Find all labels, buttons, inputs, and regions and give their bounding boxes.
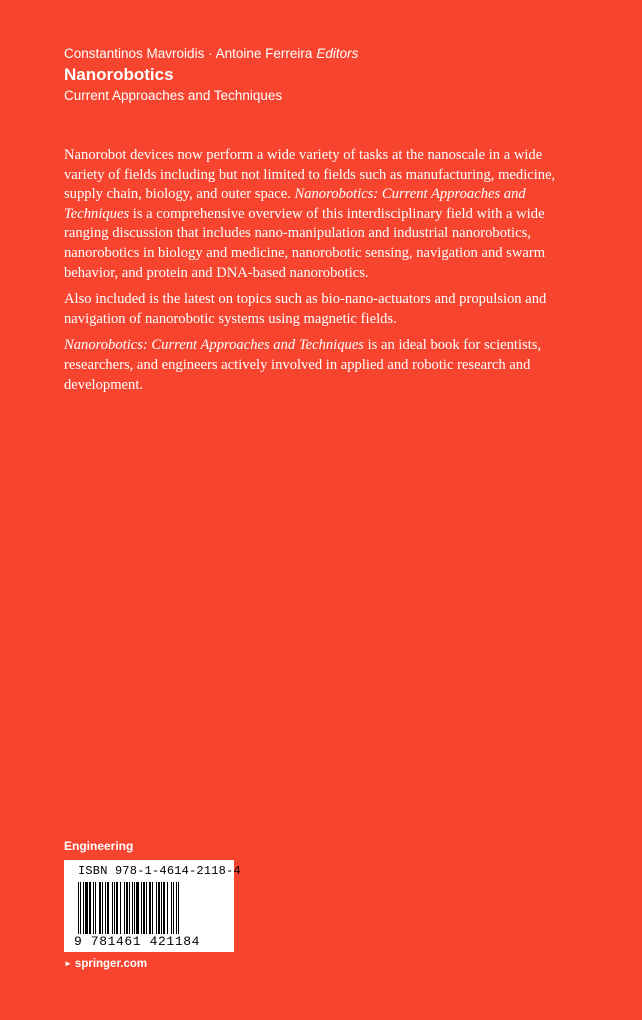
subject-category: Engineering [64, 839, 134, 853]
isbn-label: ISBN 978-1-4614-2118-4 [78, 864, 241, 878]
book-title: Nanorobotics [64, 65, 174, 84]
italic-title: Nanorobotics: Current Approaches and Techniques [64, 186, 526, 222]
description [64, 146, 584, 402]
description-paragraph-3 [64, 336, 584, 395]
book-subtitle: Current Approaches and Techniques [64, 88, 283, 103]
authors-line [64, 45, 584, 63]
publisher-link[interactable] [64, 958, 147, 970]
barcode-digits: 9 781461 421184 [74, 934, 201, 949]
description-paragraph-1 [64, 146, 584, 283]
isbn-barcode [64, 860, 241, 952]
authors: Constantinos Mavroidis · Antoine Ferreira [64, 46, 313, 61]
description-paragraph-2: Also included is the latest on topics such as bio-nano-actuators and propulsion and navigation of nanorobotic systems using magnetic fields. [64, 291, 547, 327]
cover-header [64, 45, 584, 106]
publisher-url: springer.com [74, 958, 148, 970]
italic-title: Nanorobotics: Current Approaches and Techniques [64, 337, 364, 354]
text-span: Nanorobot devices now perform a wide variety of tasks at the nanoscale in a wide variety of fields including but not limited to fields such as manufacturing, medicine, supply chain, biology, and outer space. [64, 147, 556, 203]
text-span: is an ideal book for scientists, researchers, and engineers actively involved in applied and robotic research and development. [64, 337, 542, 393]
editors-role: Editors [316, 46, 359, 61]
triangle-right-icon: ► [64, 959, 72, 968]
text-span: is a comprehensive overview of this interdisciplinary field with a wide ranging discussion that includes nano-manipulation and industrial nanorobotics, nanorobotics in biology and medicine, nanorobotic sensing, navigation and swarm behavior, and protein and DNA-based nanorobotics. [64, 205, 546, 281]
barcode-bars [78, 882, 224, 934]
